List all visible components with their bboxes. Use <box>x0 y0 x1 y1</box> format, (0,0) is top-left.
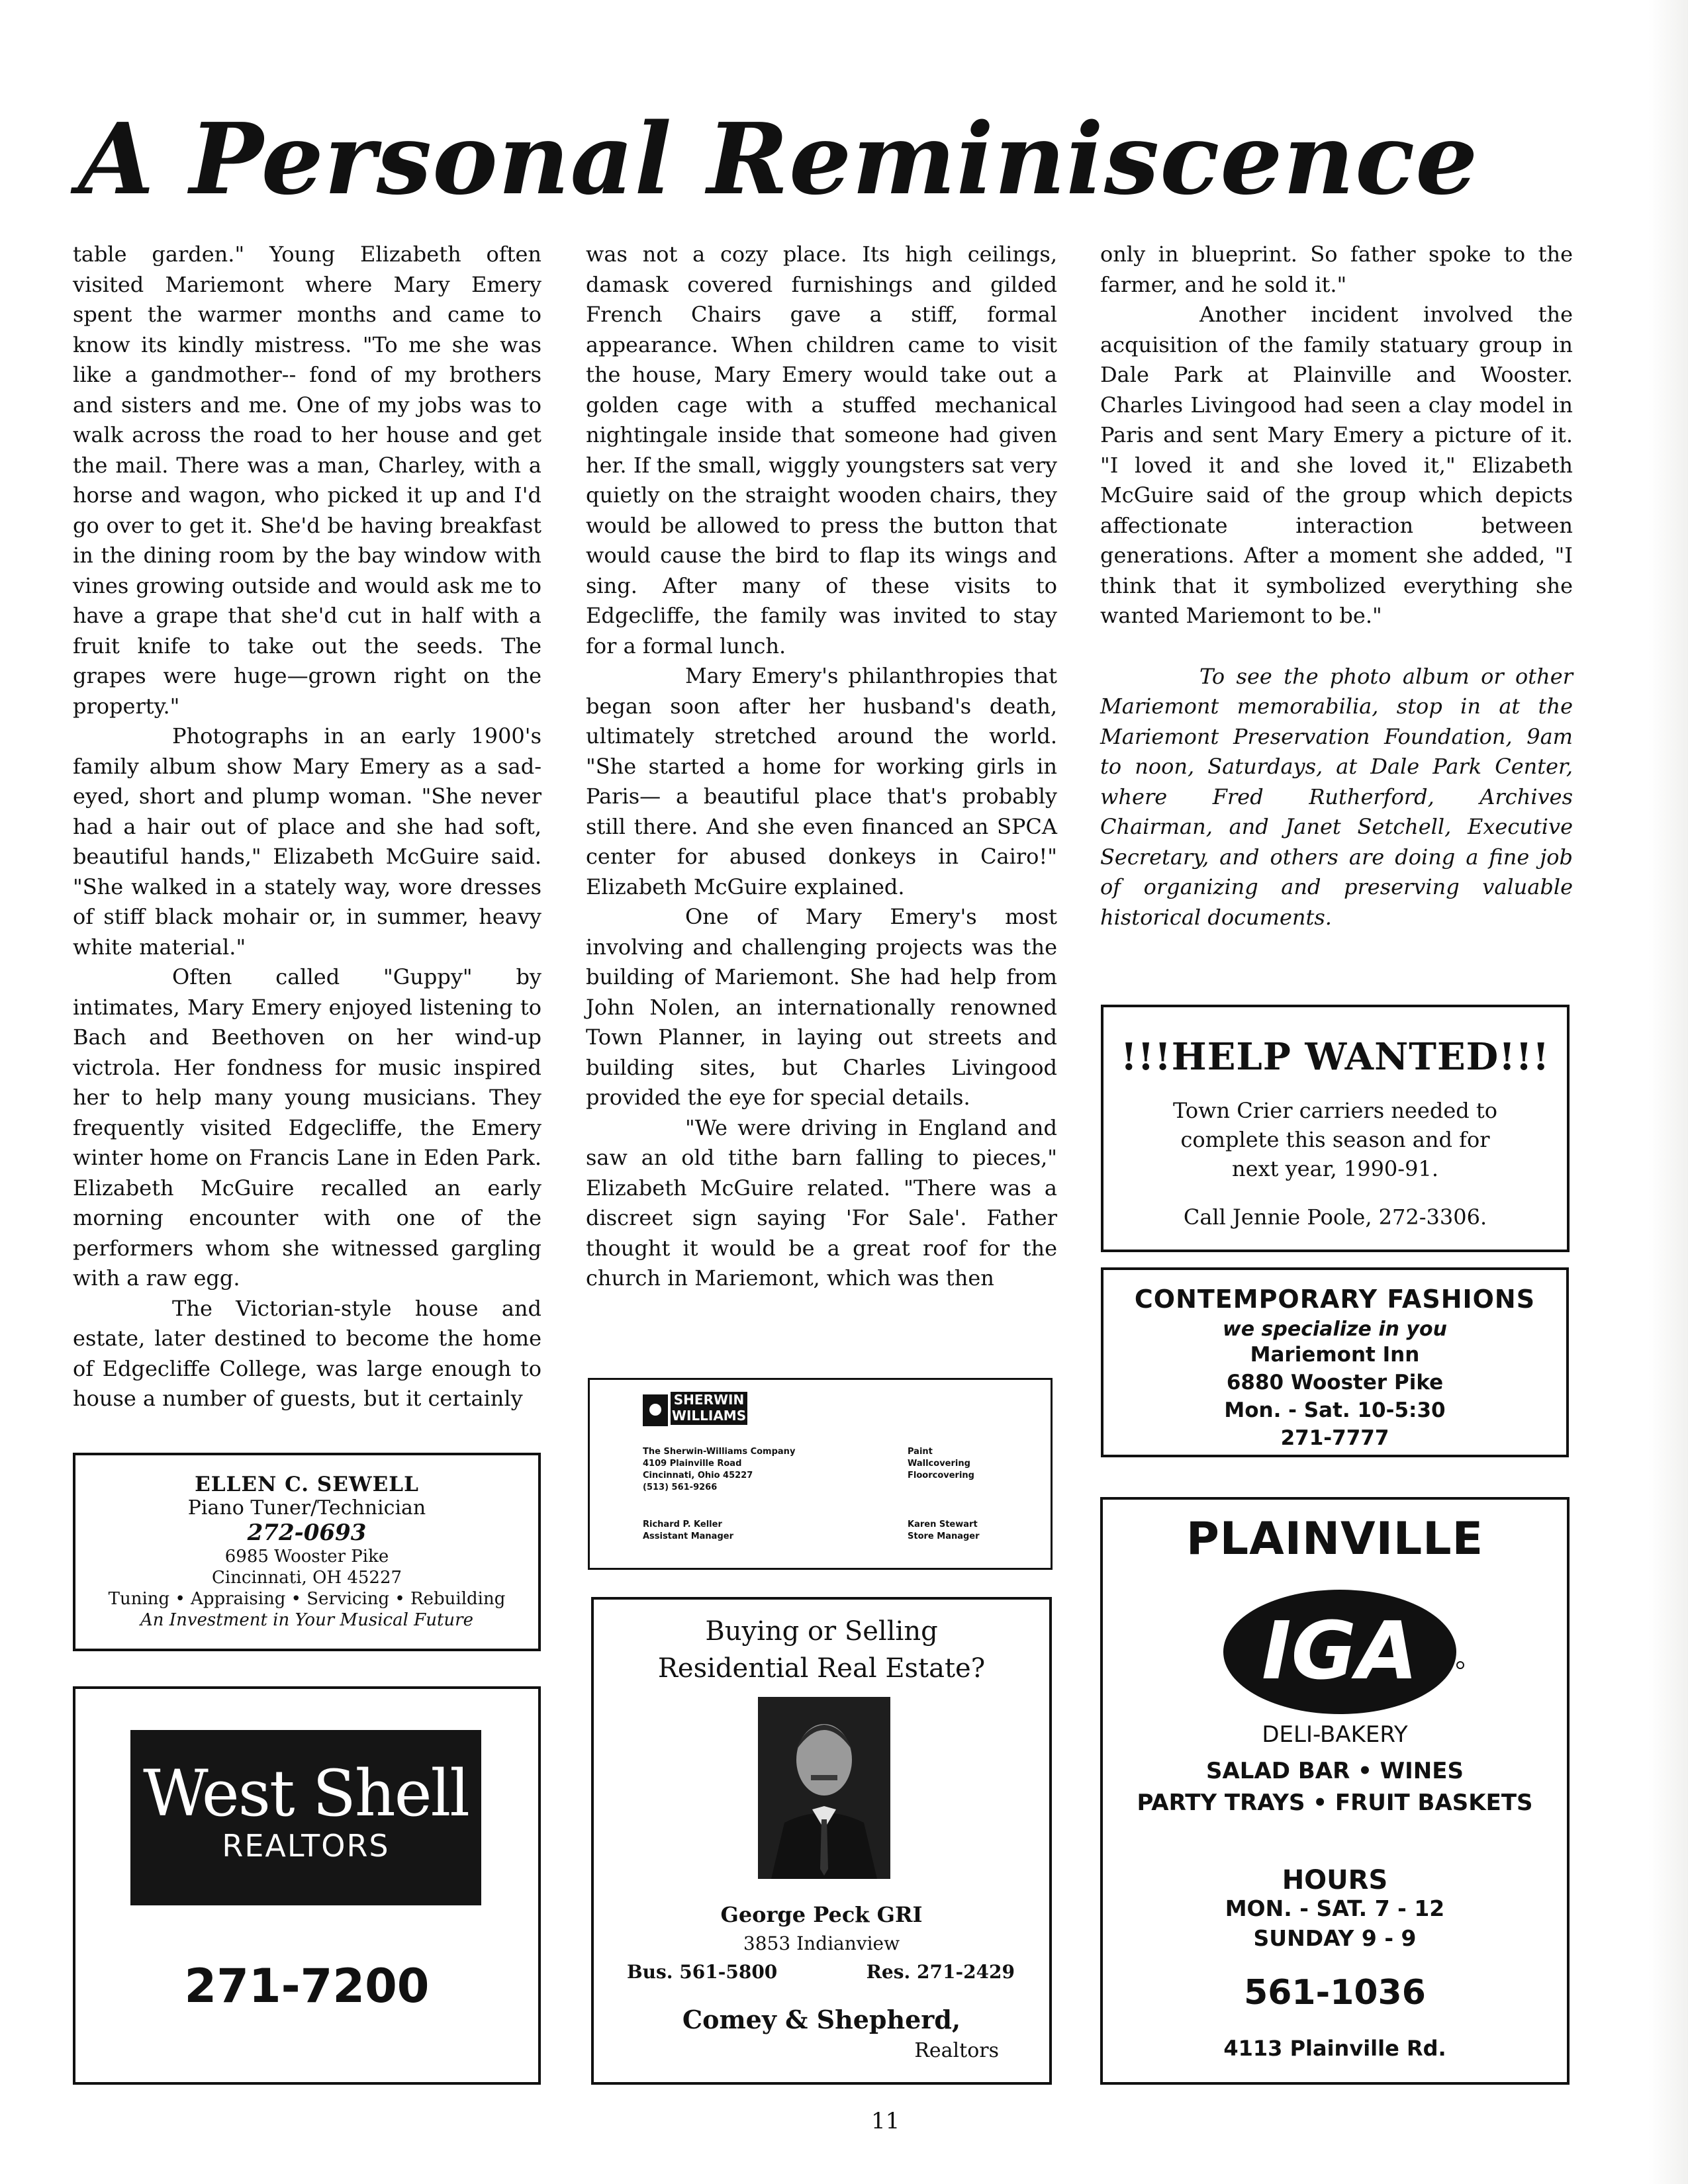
company-name: The Sherwin-Williams Company <box>643 1447 796 1457</box>
logo-text: West Shell <box>143 1756 469 1831</box>
ad-location: Mariemont Inn <box>1250 1343 1420 1367</box>
manager-name: Richard P. Keller <box>643 1520 722 1529</box>
business-phone: Bus. 561-5800 <box>627 1961 778 1983</box>
help-wanted-ad <box>1101 1005 1570 1252</box>
ad-headline: Residential Real Estate? <box>657 1653 986 1684</box>
agency-name: Comey & Shepherd, <box>682 2005 961 2034</box>
ad-role: Piano Tuner/Technician <box>187 1496 426 1520</box>
company-street: 4109 Plainville Road <box>643 1459 742 1469</box>
ad-tagline: we specialize in you <box>1223 1318 1447 1341</box>
paragraph: was not a cozy place. Its high ceilings, damask covered furnishings and gilded French Chairs gave a stiff, formal appearance. When children came to visit the house, Mary Emery would take out a golden cage with a stuffed mechanical nightingale inside that someone had given her. If the small, wiggly youngsters sat very quietly on the straight wooden chairs, they would be allowed to press the button that would cause the bird to flap its wings and sing. After many of these visits to Edgecliffe, the family was invited to stay for a formal lunch. <box>586 242 1057 659</box>
hours-heading: HOURS <box>1282 1865 1388 1895</box>
ad-contact: Call Jennie Poole, 272-3306. <box>1183 1205 1487 1230</box>
ad-department: SALAD BAR • WINES <box>1206 1758 1464 1784</box>
paragraph: Another incident involved the acquisition of the family statuary group in Dale Park at Plainville and Wooster. Charles Livingood had seen a clay model in Paris and sent Mary Emery a picture of it. "I loved it and she loved it," Elizabeth McGuire said of the group which depicts affectionate interaction between generations. After a moment she added, "I think that it symbolized everything she wanted Mariemont to be." <box>1100 302 1573 628</box>
real-estate-ad <box>591 1597 1052 2085</box>
paragraph: One of Mary Emery's most involving and challenging projects was the building of Mariemont. She had help from John Nolen, an internationally renowned Town Planner, in laying out streets and building sites, but Charles Livingood provided the eye for special details. <box>586 904 1057 1110</box>
manager-name: Karen Stewart <box>908 1520 978 1529</box>
paragraph: Often called "Guppy" by intimates, Mary Emery enjoyed listening to Bach and Beethoven on her wind-up victrola. Her fondness for music inspired her to help many young musicians. They frequently visited Edgecliffe, the Emery winter home on Francis Lane in Eden Park. Elizabeth McGuire recalled an early morning encounter with one of the performers whom she witnessed gargling with a raw egg. <box>73 964 541 1291</box>
article-column-2 <box>586 240 1057 1294</box>
agent-portrait <box>758 1697 890 1879</box>
ad-phone: 272-0693 <box>247 1520 367 1546</box>
ad-hours: SUNDAY 9 - 9 <box>1253 1925 1417 1951</box>
agent-address: 3853 Indianview <box>743 1933 900 1954</box>
article-column-1 <box>73 240 541 1414</box>
ad-city: Cincinnati, OH 45227 <box>211 1568 402 1588</box>
paragraph: only in blueprint. So father spoke to the farmer, and he sold it." <box>1100 242 1573 297</box>
logo-text: SHERWIN WILLIAMS <box>671 1392 747 1424</box>
ad-services: Tuning • Appraising • Servicing • Rebuilding <box>108 1589 506 1609</box>
paragraph: Photographs in an early 1900's family album show Mary Emery as a sad-eyed, short and plump woman. "She never had a hair out of place and she had soft, beautiful hands," Elizabeth McGuire said. "She walked in a stately way, wore dresses of stiff black mohair or, in summer, heavy white material." <box>73 723 541 960</box>
agency-type: Realtors <box>914 2039 999 2062</box>
ad-hours: MON. - SAT. 7 - 12 <box>1225 1895 1445 1921</box>
plainville-iga-ad <box>1100 1497 1570 2085</box>
ad-address: 4113 Plainville Rd. <box>1223 2036 1446 2061</box>
ad-headline: !!!HELP WANTED!!! <box>1121 1035 1550 1079</box>
company-city: Cincinnati, Ohio 45227 <box>643 1471 753 1480</box>
product-line: Paint <box>908 1447 933 1457</box>
ad-text: next year, 1990-91. <box>1232 1156 1438 1181</box>
product-line: Floorcovering <box>908 1471 974 1480</box>
ad-department: PARTY TRAYS • FRUIT BASKETS <box>1137 1790 1533 1816</box>
article-column-3 <box>1100 240 1573 933</box>
ad-phone: 561-1036 <box>1244 1973 1426 2013</box>
manager-title: Store Manager <box>908 1531 980 1541</box>
piano-tuner-ad <box>73 1453 541 1651</box>
ad-business-name: PLAINVILLE <box>1186 1513 1484 1565</box>
page-number: 11 <box>871 2108 900 2134</box>
manager-title: Assistant Manager <box>643 1531 733 1541</box>
ad-business-name: ELLEN C. SEWELL <box>195 1473 419 1496</box>
agent-name: George Peck GRI <box>720 1902 923 1927</box>
product-line: Wallcovering <box>908 1459 970 1469</box>
ad-headline: Buying or Selling <box>705 1616 938 1647</box>
paragraph: The Victorian-style house and estate, later destined to become the home of Edgecliffe College, was large enough to house a number of guests, but it certainly <box>73 1295 541 1411</box>
page-edge-shadow <box>1648 0 1688 2184</box>
ad-tagline: An Investment in Your Musical Future <box>140 1610 473 1630</box>
iga-logo <box>1221 1586 1467 1718</box>
closing-note: To see the photo album or other Mariemont memorabilia, stop in at the Mariemont Preservation Foundation, 9am to noon, Saturdays, at Dale Park Center, where Fred Rutherford, Archives Chairman, and Janet Setchell, Executive Secretary, and others are doing a fine job of organizing and preserving valuable historical documents. <box>1100 663 1573 930</box>
article-title: A Personal Reminiscence <box>78 101 1479 216</box>
paragraph: "We were driving in England and saw an old tithe barn falling to pieces," Elizabeth McGuire related. "There was a discreet sign saying 'For Sale'. Father thought it would be a great roof for the church in Mariemont, which was then <box>586 1115 1057 1291</box>
fashions-ad <box>1101 1267 1569 1457</box>
ad-text: Town Crier carriers needed to <box>1172 1098 1498 1123</box>
globe-icon <box>643 1394 668 1426</box>
sherwin-williams-logo <box>643 1388 747 1429</box>
ad-hours: Mon. - Sat. 10-5:30 <box>1224 1398 1446 1422</box>
sherwin-williams-card <box>588 1378 1053 1570</box>
logo-text: IGA <box>1261 1606 1419 1698</box>
company-phone: (513) 561-9266 <box>643 1482 718 1492</box>
ad-phone: 271-7777 <box>1280 1426 1389 1450</box>
paragraph: Mary Emery's philanthropies that began soon after her husband's death, ultimately stretched around the world. "She started a home for working girls in Paris— a beautiful place that's probably still there. And she even financed an SPCA center for abused donkeys in Cairo!" Elizabeth McGuire explained. <box>586 663 1057 899</box>
paragraph: table garden." Young Elizabeth often visited Mariemont where Mary Emery spent the warmer months and came to know its kindly mistress. "To me she was like a gandmother-- fond of my brothers and sisters and me. One of my jobs was to walk across the road to her house and get the mail. There was a man, Charley, with a horse and wagon, who picked it up and I'd go over to get it. She'd be having breakfast in the dining room by the bay window with vines growing outside and would ask me to have a grape that she'd cut in half with a fruit knife to take out the seeds. The grapes were huge—grown right on the property." <box>73 242 541 719</box>
ad-phone: 271-7200 <box>184 1959 430 2013</box>
ad-text: complete this season and for <box>1180 1127 1490 1152</box>
residence-phone: Res. 271-2429 <box>866 1961 1015 1983</box>
ad-address: 6985 Wooster Pike <box>224 1547 389 1567</box>
west-shell-logo <box>130 1730 481 1905</box>
logo-subtext: REALTORS <box>222 1828 390 1864</box>
west-shell-ad <box>73 1686 541 2085</box>
ad-business-name: CONTEMPORARY FASHIONS <box>1134 1285 1536 1314</box>
ad-address: 6880 Wooster Pike <box>1226 1371 1444 1394</box>
ad-department: DELI-BAKERY <box>1262 1721 1408 1748</box>
